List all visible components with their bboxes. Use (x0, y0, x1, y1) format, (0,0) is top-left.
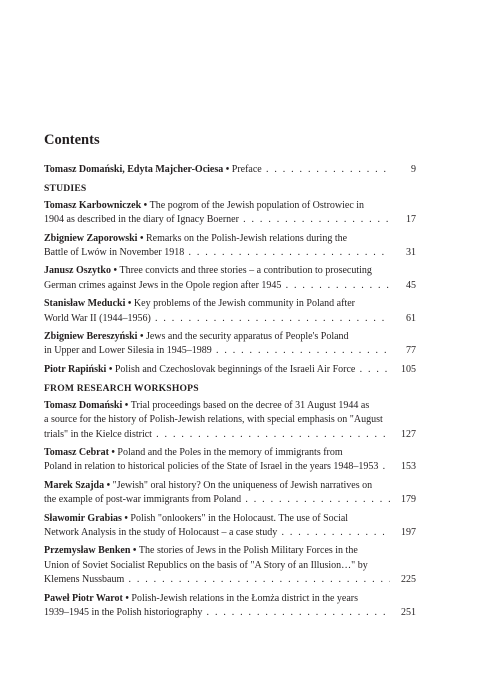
author-name: Przemysław Benken (44, 545, 131, 557)
toc-entry[interactable] (44, 479, 416, 508)
toc-entry-leader-text (44, 493, 390, 507)
toc-entry[interactable] (44, 512, 416, 541)
author-name: Zbigniew Zaporowski (44, 232, 138, 244)
article-title-segment: trials" in the Kielce district (44, 428, 152, 440)
toc-entry-leader-text (44, 312, 390, 326)
article-title-segment: Jews and the security apparatus of People's Poland (145, 331, 349, 343)
toc-entry-line (44, 428, 416, 442)
toc-entry-text (44, 479, 372, 493)
author-name: Paweł Piotr Warot (44, 592, 123, 604)
toc-entry-text (44, 413, 383, 427)
bullet-separator: • (110, 265, 120, 277)
bullet-separator: • (141, 199, 150, 211)
toc-entry-line (44, 399, 416, 413)
bullet-separator: • (137, 232, 146, 244)
toc-entry[interactable] (44, 199, 416, 228)
toc-entry-leader-text (44, 213, 390, 227)
toc-entry-leader-text (44, 363, 390, 377)
article-title-segment: "Jewish" oral history? On the uniqueness of Jewish narratives on (112, 479, 373, 491)
toc-entry-line (44, 559, 416, 573)
toc-entry-text (44, 264, 372, 278)
article-title-segment: Key problems of the Jewish community in Poland after (133, 298, 355, 310)
article-title-segment: Three convicts and three stories – a contribution to prosecuting (119, 265, 372, 277)
article-title-segment: German crimes against Jews in the Opole region after 1945 (44, 279, 282, 291)
bullet-separator: • (104, 479, 113, 491)
author-name: Tomasz Domański (44, 399, 123, 411)
author-name: Tomasz Karbowniczek (44, 199, 142, 211)
toc-entry-line (44, 344, 416, 358)
article-title-segment: Poland in relation to historical policies of the State of Israel in the years 1948–1953 (44, 461, 379, 473)
toc-entry-line (44, 512, 416, 526)
toc-entry-line (44, 279, 416, 293)
toc-entry[interactable] (44, 232, 416, 261)
page-number: 251 (401, 606, 416, 618)
toc-entry-line (44, 460, 416, 474)
page-number: 17 (406, 214, 416, 226)
author-name: Piotr Rapiński (44, 363, 107, 375)
author-name: Stanisław Meducki (44, 298, 126, 310)
author-name: Tomasz Cebrat (44, 446, 109, 458)
toc-entry[interactable] (44, 264, 416, 293)
page-number: 105 (401, 363, 416, 375)
toc-entry-line (44, 544, 416, 558)
toc-entry[interactable] (44, 297, 416, 326)
toc-entry-line (44, 330, 416, 344)
toc-entry-text (44, 446, 343, 460)
article-title-segment: the example of post-war immigrants from Poland (44, 494, 242, 506)
toc-entry-line (44, 213, 416, 227)
toc-entry-line (44, 493, 416, 507)
toc-entry-text (44, 399, 369, 413)
article-title-segment: Poland and the Poles in the memory of immigrants from (117, 446, 343, 458)
bullet-separator: • (122, 399, 131, 411)
toc-entry-leader-text (44, 246, 390, 260)
article-title-segment: Polish-Jewish relations in the Łomża district in the years (131, 592, 359, 604)
bullet-separator: • (137, 331, 146, 343)
bullet-separator: • (121, 512, 131, 524)
article-title-segment: Preface (231, 164, 262, 175)
bullet-separator: • (108, 446, 118, 458)
contents-title: Contents (44, 132, 100, 148)
toc-entry[interactable] (44, 544, 416, 587)
article-title-segment: Battle of Lwów in November 1918 (44, 247, 185, 259)
toc-entry[interactable] (44, 592, 416, 621)
article-title-segment: The pogrom of the Jewish population of Ostrowiec in (149, 199, 365, 211)
toc-entry-leader-text (44, 344, 390, 358)
page-number: 179 (401, 494, 416, 506)
toc-entry-line (44, 526, 416, 540)
page-number: 61 (406, 312, 416, 324)
toc-entry[interactable] (44, 330, 416, 359)
author-name: Marek Szajda (44, 479, 105, 491)
article-title-segment: 1904 as described in the diary of Ignacy Boerner (44, 214, 239, 226)
article-title-segment: Trial proceedings based on the decree of 31 August 1944 as (130, 399, 370, 411)
toc-entry-leader-text (44, 460, 390, 474)
author-name: Janusz Oszytko (44, 265, 111, 277)
toc-entry-leader-text (44, 428, 390, 442)
toc-entry-line (44, 479, 416, 493)
toc-entry-line (44, 606, 416, 620)
article-title-segment: Polish and Czechoslovak beginnings of the Israeli Air Force (114, 363, 356, 375)
toc-entry[interactable] (44, 163, 416, 177)
article-title-segment: Union of Soviet Socialist Republics on the basis of "A Story of an Illusion…" by (44, 559, 368, 571)
toc-entry-leader-text (44, 573, 390, 587)
bullet-separator: • (223, 164, 232, 175)
author-name: Zbigniew Bereszyński (44, 331, 138, 343)
toc-entry-text (44, 512, 348, 526)
toc-entry-line (44, 264, 416, 278)
toc-entry-text (44, 559, 368, 573)
toc-entry-line (44, 312, 416, 326)
author-name: Sławomir Grabias (44, 512, 122, 524)
section-heading: FROM RESEARCH WORKSHOPS (44, 383, 199, 395)
bullet-separator: • (106, 363, 115, 375)
author-name: Tomasz Domański, Edyta Majcher-Ociesa (44, 164, 224, 175)
toc-entry[interactable] (44, 363, 416, 377)
toc-entry-line (44, 446, 416, 460)
article-title-segment: a source for the history of Polish-Jewish relations, with special emphasis on "August (44, 414, 383, 426)
article-title-segment: The stories of Jews in the Polish Military Forces in the (138, 545, 358, 557)
page-number: 45 (406, 279, 416, 291)
toc-entry-text (44, 232, 347, 246)
toc-entry-text (44, 297, 355, 311)
toc-entry-text (44, 330, 349, 344)
toc-entry-line (44, 232, 416, 246)
article-title-segment: World War II (1944–1956) (44, 312, 151, 324)
article-title-segment: Polish "onlookers" in the Holocaust. The use of Social (130, 512, 349, 524)
section-heading: STUDIES (44, 183, 87, 195)
page-number: 127 (401, 428, 416, 440)
bullet-separator: • (122, 592, 132, 604)
article-title-segment: Network Analysis in the study of Holocaust – a case study (44, 526, 278, 538)
toc-entry-line (44, 199, 416, 213)
toc-entry-leader-text (44, 526, 390, 540)
toc-entry-line (44, 592, 416, 606)
page-number: 225 (401, 574, 416, 586)
toc-entry-leader-text (44, 163, 390, 177)
toc-entry-text (44, 544, 358, 558)
toc-entry-line (44, 363, 416, 377)
bullet-separator: • (125, 298, 134, 310)
article-title-segment: Remarks on the Polish-Jewish relations during the (145, 232, 348, 244)
toc-entry-line (44, 573, 416, 587)
table-of-contents (44, 163, 416, 620)
page-number: 197 (401, 526, 416, 538)
article-title-segment: in Upper and Lower Silesia in 1945–1989 (44, 345, 212, 357)
toc-entry-line (44, 413, 416, 427)
article-title-segment: 1939–1945 in the Polish historiography (44, 606, 203, 618)
toc-entry-line (44, 163, 416, 177)
page-number: 9 (411, 164, 416, 175)
toc-entry[interactable] (44, 446, 416, 475)
page-number: 153 (401, 461, 416, 473)
page-number: 77 (406, 345, 416, 357)
page-number: 31 (406, 247, 416, 259)
article-title-segment: Klemens Nussbaum (44, 574, 125, 586)
toc-entry-text (44, 199, 364, 213)
contents-block (44, 132, 416, 624)
toc-entry-leader-text (44, 279, 390, 293)
toc-entry-line (44, 246, 416, 260)
toc-entry[interactable] (44, 399, 416, 442)
toc-entry-leader-text (44, 606, 390, 620)
bullet-separator: • (130, 545, 139, 557)
toc-entry-line (44, 297, 416, 311)
toc-entry-text (44, 592, 358, 606)
